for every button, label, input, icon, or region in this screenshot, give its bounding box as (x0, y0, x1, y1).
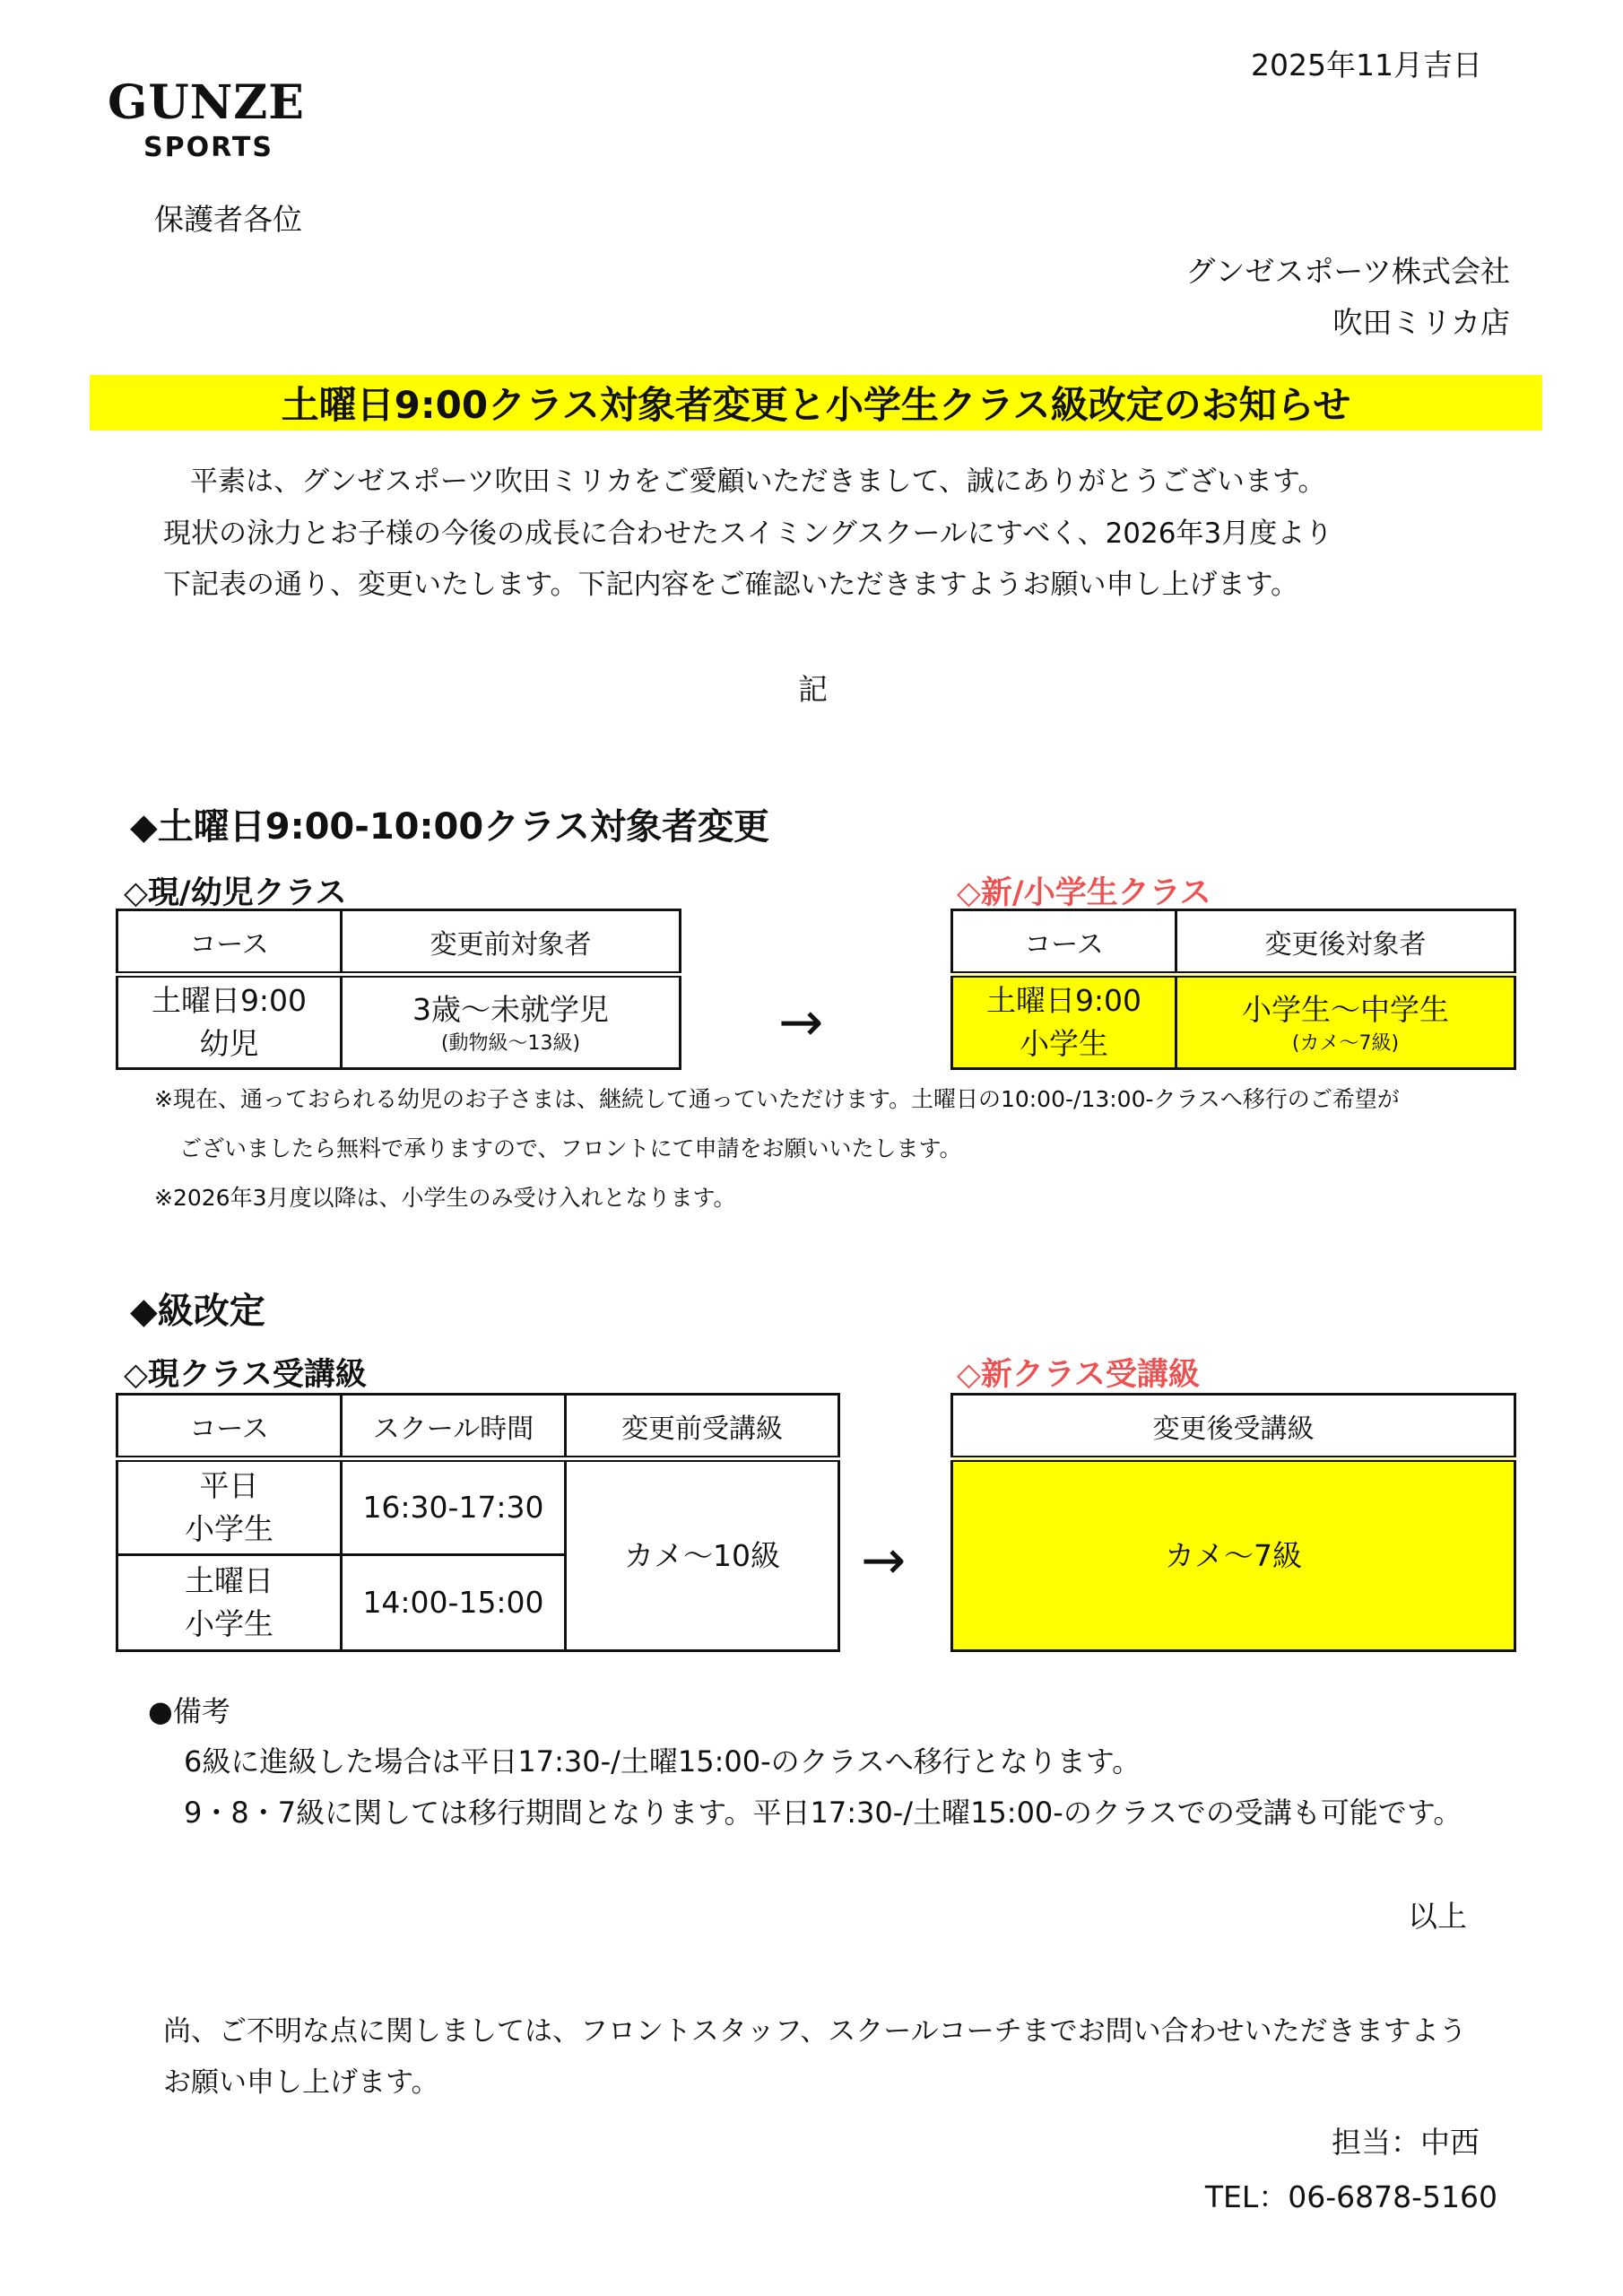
col-header-grade-after: 変更後受講級 (952, 1395, 1515, 1459)
target-text: 小学生～中学生 (1242, 991, 1449, 1027)
course-line-1: 土曜日9:00 (985, 983, 1142, 1019)
section2-new-label: ◇新クラス受講級 (957, 1357, 1200, 1393)
section1-new-table (950, 909, 1516, 1070)
col-header-school-time: スクール時間 (342, 1395, 566, 1459)
logo-main-text: GUNZE (108, 75, 305, 130)
target-cell (1176, 975, 1515, 1069)
section1-current-table (116, 909, 681, 1070)
ki-mark: 記 (798, 672, 828, 707)
section2-current-label: ◇現クラス受講級 (124, 1357, 367, 1393)
document-date: 2025年11月吉日 (1251, 48, 1482, 83)
section1-note-1: ※現在、通っておられる幼児のお子さまは、継続して通っていただけます。土曜日の10:00-/13:00-クラスへ移行のご希望が (154, 1086, 1400, 1112)
course-line-2: 幼児 (199, 1026, 259, 1061)
table-row (117, 1459, 839, 1555)
time-cell: 16:30-17:30 (342, 1459, 566, 1555)
intro-line-3: 下記表の通り、変更いたします。下記内容をご確認いただきますようお願い申し上げます。 (163, 569, 1299, 601)
section1-heading: ◆土曜日9:00-10:00クラス対象者変更 (130, 806, 769, 848)
section2-current-table (116, 1393, 840, 1652)
contact-person: 担当：中西 (1332, 2125, 1480, 2160)
course-line-2: 小学生 (1020, 1026, 1108, 1061)
contact-tel: TEL：06-6878-5160 (1204, 2179, 1497, 2214)
ijou-closing-mark: 以上 (1408, 1899, 1467, 1934)
time-cell: 14:00-15:00 (342, 1555, 566, 1651)
remarks-heading: ●備考 (148, 1694, 230, 1728)
col-header-course: コース (117, 910, 342, 975)
course-line-2: 小学生 (185, 1511, 273, 1546)
col-header-course: コース (117, 1395, 342, 1459)
col-header-grade-before: 変更前受講級 (566, 1395, 839, 1459)
course-cell (117, 1555, 342, 1651)
grade-before-cell: カメ～10級 (566, 1459, 839, 1651)
sender-company: グンゼスポーツ株式会社 (1185, 254, 1510, 289)
grade-after-cell: カメ～7級 (952, 1459, 1515, 1651)
course-line-1: 土曜日 (185, 1563, 273, 1599)
section1-note-3: ※2026年3月度以降は、小学生のみ受け入れとなります。 (154, 1185, 736, 1211)
col-header-course: コース (952, 910, 1176, 975)
arrow-right-icon: → (778, 991, 824, 1054)
course-line-1: 土曜日9:00 (151, 983, 308, 1019)
course-line-2: 小学生 (185, 1606, 273, 1641)
closing-line-2: お願い申し上げます。 (163, 2066, 439, 2099)
remarks-line-1: 6級に進級した場合は平日17:30-/土曜15:00-のクラスへ移行となります。 (184, 1744, 1141, 1779)
course-cell (117, 1459, 342, 1555)
col-header-target-after: 変更後対象者 (1176, 910, 1515, 975)
target-sub-text: (動物級～13級) (440, 1031, 581, 1055)
section1-current-label: ◇現/幼児クラス (124, 875, 347, 911)
section2-heading: ◆級改定 (130, 1291, 265, 1332)
section1-new-label: ◇新/小学生クラス (957, 875, 1211, 911)
sender-branch: 吹田ミリカ店 (1332, 305, 1510, 340)
remarks-line-2: 9・8・7級に関しては移行期間となります。平日17:30-/土曜15:00-のクラスでの受講も可能です。 (184, 1796, 1462, 1830)
section2-new-table (950, 1393, 1516, 1652)
arrow-right-icon: → (861, 1529, 907, 1592)
logo-sub-text: SPORTS (143, 132, 273, 163)
intro-line-2: 現状の泳力とお子様の今後の成長に合わせたスイミングスクールにすべく、2026年3月度より (163, 517, 1333, 550)
course-line-1: 平日 (199, 1468, 259, 1504)
document-title: 土曜日9:00クラス対象者変更と小学生クラス級改定のお知らせ (90, 375, 1542, 430)
section1-note-2: ございましたら無料で承りますので、フロントにて申請をお願いいたします。 (179, 1135, 962, 1161)
closing-line-1: 尚、ご不明な点に関しましては、フロントスタッフ、スクールコーチまでお問い合わせいただきますよう (163, 2015, 1467, 2048)
gunze-sports-logo (108, 75, 305, 163)
intro-line-1: 平素は、グンゼスポーツ吹田ミリカをご愛顧いただきまして、誠にありがとうございます。 (190, 465, 1326, 498)
col-header-target-before: 変更前対象者 (342, 910, 681, 975)
course-cell (117, 975, 342, 1069)
course-cell (952, 975, 1176, 1069)
target-sub-text: (カメ～7級) (1291, 1031, 1400, 1055)
target-cell (342, 975, 681, 1069)
target-text: 3歳～未就学児 (412, 991, 609, 1027)
recipient: 保護者各位 (154, 202, 302, 237)
